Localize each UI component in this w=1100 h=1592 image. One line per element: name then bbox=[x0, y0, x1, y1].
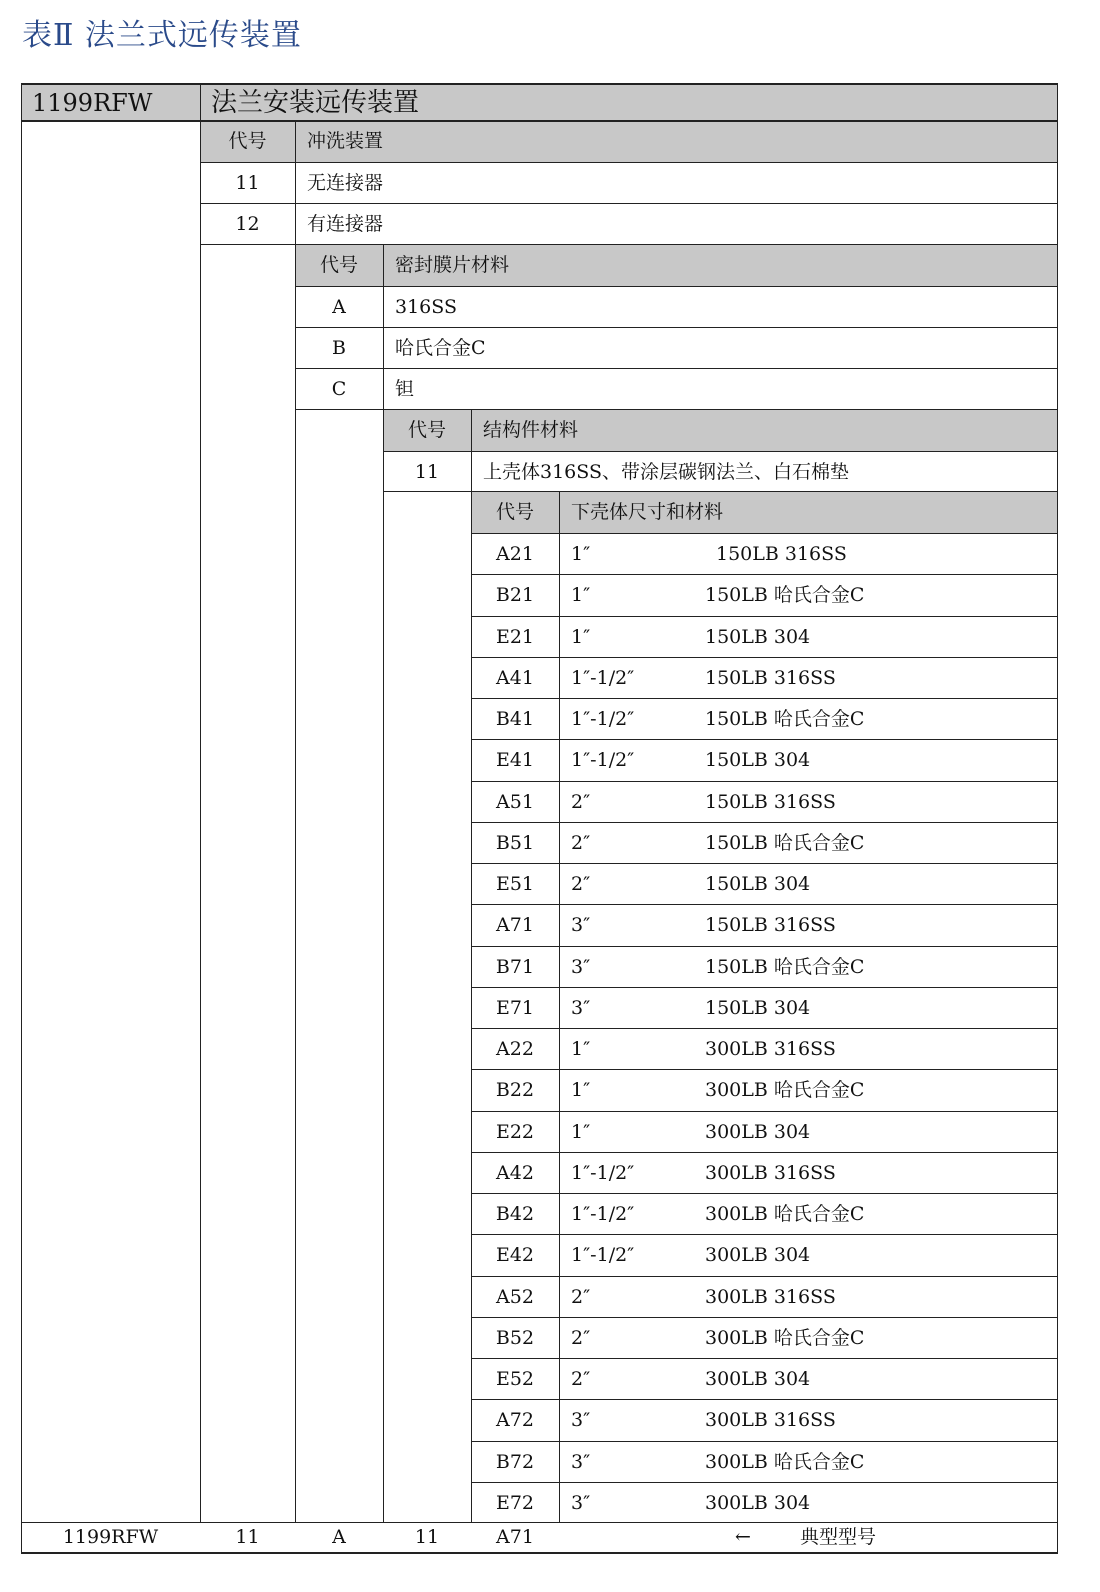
level4-row-spec: 300LB 哈氏合金C bbox=[705, 1079, 865, 1101]
level4-row-code: A41 bbox=[496, 667, 534, 689]
level3-left-border bbox=[383, 409, 384, 1522]
level2-line bbox=[295, 368, 1057, 369]
level1-line bbox=[200, 162, 1057, 163]
level3-header-code: 代号 bbox=[407, 419, 446, 441]
level1-header-name: 冲洗装置 bbox=[307, 130, 384, 152]
level4-row-size: 3″ bbox=[571, 914, 591, 936]
level4-row-spec: 150LB 哈氏合金C bbox=[705, 584, 865, 606]
level4-row-spec: 150LB 哈氏合金C bbox=[705, 708, 865, 730]
level4-row-size: 2″ bbox=[571, 832, 591, 854]
level4-row-line bbox=[471, 1069, 1057, 1070]
level4-row-size: 3″ bbox=[571, 997, 591, 1019]
level4-row-size: 3″ bbox=[571, 1451, 591, 1473]
level2-row-desc: 316SS bbox=[395, 296, 457, 318]
level1-line bbox=[200, 203, 1057, 204]
level4-row-size: 1″ bbox=[571, 543, 591, 565]
example-structure: 11 bbox=[414, 1526, 440, 1548]
example-arrow-icon: ← bbox=[735, 1526, 751, 1548]
level4-row-spec: 300LB 304 bbox=[705, 1244, 811, 1266]
level4-row-code: B72 bbox=[495, 1451, 535, 1473]
level4-row-spec: 300LB 316SS bbox=[705, 1409, 836, 1431]
level2-row-code: A bbox=[332, 296, 346, 318]
model-name: 法兰安装远传装置 bbox=[211, 88, 420, 118]
level4-row-line bbox=[471, 781, 1057, 782]
level4-row-spec: 300LB 304 bbox=[705, 1368, 811, 1390]
table-body-bottom bbox=[21, 1522, 1058, 1523]
level3-row-code: 11 bbox=[414, 461, 440, 483]
frame-right bbox=[1057, 84, 1058, 1553]
model-code: 1199RFW bbox=[32, 89, 153, 117]
level4-row-line bbox=[471, 1399, 1057, 1400]
level4-row-code: E72 bbox=[495, 1492, 535, 1514]
level4-row-size: 3″ bbox=[571, 956, 591, 978]
level2-header-name: 密封膜片材料 bbox=[395, 254, 510, 276]
level1-row-desc: 有连接器 bbox=[307, 213, 384, 235]
level4-row-size: 3″ bbox=[571, 1492, 591, 1514]
frame-left bbox=[21, 84, 22, 1553]
level4-row-line bbox=[471, 822, 1057, 823]
model-header-bottom bbox=[21, 120, 1058, 122]
level4-row-code: A72 bbox=[496, 1409, 534, 1431]
level4-row-spec: 150LB 316SS bbox=[716, 543, 847, 565]
level4-row-size: 1″-1/2″ bbox=[571, 708, 635, 730]
level4-row-spec: 300LB 304 bbox=[705, 1121, 811, 1143]
level4-row-size: 2″ bbox=[571, 1327, 591, 1349]
level2-row-desc: 哈氏合金C bbox=[395, 337, 486, 359]
level4-row-spec: 300LB 哈氏合金C bbox=[705, 1203, 865, 1225]
level4-row-line bbox=[471, 616, 1057, 617]
level4-row-code: E21 bbox=[495, 626, 535, 648]
level4-row-code: E51 bbox=[495, 873, 535, 895]
level3-row-desc: 上壳体316SS、带涂层碳钢法兰、白石棉垫 bbox=[483, 461, 849, 483]
frame-bottom bbox=[21, 1552, 1058, 1554]
model-header-band bbox=[21, 84, 1057, 121]
level4-row-spec: 150LB 哈氏合金C bbox=[705, 832, 865, 854]
level4-row-line bbox=[471, 1193, 1057, 1194]
level1-code-divider bbox=[295, 121, 296, 244]
level4-row-code: A22 bbox=[496, 1038, 534, 1060]
level4-row-code: E22 bbox=[495, 1121, 535, 1143]
example-label: 典型型号 bbox=[800, 1526, 877, 1548]
level4-row-spec: 150LB 316SS bbox=[705, 914, 836, 936]
level4-row-code: B22 bbox=[495, 1079, 535, 1101]
level3-line bbox=[383, 451, 1057, 452]
level4-row-spec: 300LB 哈氏合金C bbox=[705, 1451, 865, 1473]
level2-header-code: 代号 bbox=[319, 254, 358, 276]
level4-row-spec: 150LB 316SS bbox=[705, 791, 836, 813]
level4-row-spec: 300LB 316SS bbox=[705, 1162, 836, 1184]
level4-row-code: B41 bbox=[495, 708, 535, 730]
level4-row-size: 1″-1/2″ bbox=[571, 1162, 635, 1184]
level4-row-line bbox=[471, 863, 1057, 864]
level4-row-code: A51 bbox=[496, 791, 534, 813]
frame-top bbox=[21, 83, 1058, 85]
level2-row-code: B bbox=[332, 337, 346, 359]
level4-row-spec: 300LB 316SS bbox=[705, 1286, 836, 1308]
level4-row-code: E52 bbox=[495, 1368, 535, 1390]
level2-left-border bbox=[295, 244, 296, 1522]
page-title: 表Ⅱ 法兰式远传装置 bbox=[22, 18, 302, 53]
level4-row-spec: 150LB 304 bbox=[705, 873, 811, 895]
level4-header-bottom bbox=[471, 533, 1057, 534]
level2-row-code: C bbox=[331, 378, 347, 400]
level4-row-size: 2″ bbox=[571, 791, 591, 813]
level4-row-line bbox=[471, 1276, 1057, 1277]
level1-row-code: 11 bbox=[235, 172, 260, 194]
level4-row-code: A21 bbox=[496, 543, 534, 565]
level4-row-code: B42 bbox=[495, 1203, 535, 1225]
level4-row-size: 1″-1/2″ bbox=[571, 1244, 635, 1266]
level4-row-line bbox=[471, 946, 1057, 947]
level2-line bbox=[295, 327, 1057, 328]
level1-header-code: 代号 bbox=[228, 130, 267, 152]
level1-line bbox=[200, 244, 1057, 245]
example-flush: 11 bbox=[235, 1526, 260, 1548]
model-divider bbox=[200, 84, 201, 1522]
level3-header-name: 结构件材料 bbox=[483, 419, 579, 441]
example-model: 1199RFW bbox=[62, 1526, 159, 1548]
level4-row-code: B51 bbox=[495, 832, 535, 854]
level4-row-line bbox=[471, 1234, 1057, 1235]
level4-row-size: 2″ bbox=[571, 1286, 591, 1308]
level4-row-line bbox=[471, 1358, 1057, 1359]
example-housing: A71 bbox=[496, 1526, 534, 1548]
level4-row-line bbox=[471, 698, 1057, 699]
level4-row-spec: 300LB 304 bbox=[705, 1492, 811, 1514]
level4-row-line bbox=[471, 574, 1057, 575]
level2-line bbox=[295, 286, 1057, 287]
level4-row-line bbox=[471, 904, 1057, 905]
level4-row-size: 2″ bbox=[571, 1368, 591, 1390]
level3-line bbox=[383, 491, 1057, 492]
level4-header-code: 代号 bbox=[495, 501, 534, 523]
level4-row-size: 1″ bbox=[571, 1038, 591, 1060]
level4-row-line bbox=[471, 1441, 1057, 1442]
level4-row-size: 2″ bbox=[571, 873, 591, 895]
level4-code-divider bbox=[559, 491, 560, 1522]
level4-row-spec: 150LB 304 bbox=[705, 749, 811, 771]
level4-row-line bbox=[471, 1111, 1057, 1112]
level1-row-desc: 无连接器 bbox=[307, 172, 384, 194]
level4-row-code: A52 bbox=[496, 1286, 534, 1308]
level4-row-code: E41 bbox=[495, 749, 535, 771]
level4-row-line bbox=[471, 1152, 1057, 1153]
level1-row-code: 12 bbox=[235, 213, 260, 235]
level4-header-name: 下壳体尺寸和材料 bbox=[571, 501, 724, 523]
level4-row-line bbox=[471, 739, 1057, 740]
level4-row-size: 1″ bbox=[571, 584, 591, 606]
level4-row-spec: 150LB 哈氏合金C bbox=[705, 956, 865, 978]
level4-row-spec: 150LB 304 bbox=[705, 997, 811, 1019]
level4-row-size: 1″-1/2″ bbox=[571, 1203, 635, 1225]
level4-row-line bbox=[471, 1317, 1057, 1318]
level4-row-size: 1″ bbox=[571, 626, 591, 648]
level4-row-size: 1″ bbox=[571, 1079, 591, 1101]
level4-row-code: A71 bbox=[496, 914, 534, 936]
level4-row-code: B71 bbox=[495, 956, 535, 978]
level4-row-line bbox=[471, 987, 1057, 988]
example-diaphragm: A bbox=[332, 1526, 346, 1548]
level4-row-line bbox=[471, 1482, 1057, 1483]
level4-row-line bbox=[471, 657, 1057, 658]
level4-row-spec: 150LB 316SS bbox=[705, 667, 836, 689]
level4-row-size: 3″ bbox=[571, 1409, 591, 1431]
level4-row-size: 1″-1/2″ bbox=[571, 749, 635, 771]
level4-row-code: E71 bbox=[495, 997, 535, 1019]
level4-row-line bbox=[471, 1028, 1057, 1029]
level4-row-code: E42 bbox=[495, 1244, 535, 1266]
level4-row-spec: 150LB 304 bbox=[705, 626, 811, 648]
level4-row-code: B21 bbox=[495, 584, 535, 606]
level2-row-desc: 钽 bbox=[395, 378, 415, 400]
level4-row-spec: 300LB 316SS bbox=[705, 1038, 836, 1060]
level4-row-code: A42 bbox=[496, 1162, 534, 1184]
level4-row-code: B52 bbox=[495, 1327, 535, 1349]
level3-code-divider bbox=[471, 409, 472, 491]
level2-line bbox=[295, 409, 1057, 410]
level4-row-spec: 300LB 哈氏合金C bbox=[705, 1327, 865, 1349]
level4-row-size: 1″ bbox=[571, 1121, 591, 1143]
level4-row-size: 1″-1/2″ bbox=[571, 667, 635, 689]
